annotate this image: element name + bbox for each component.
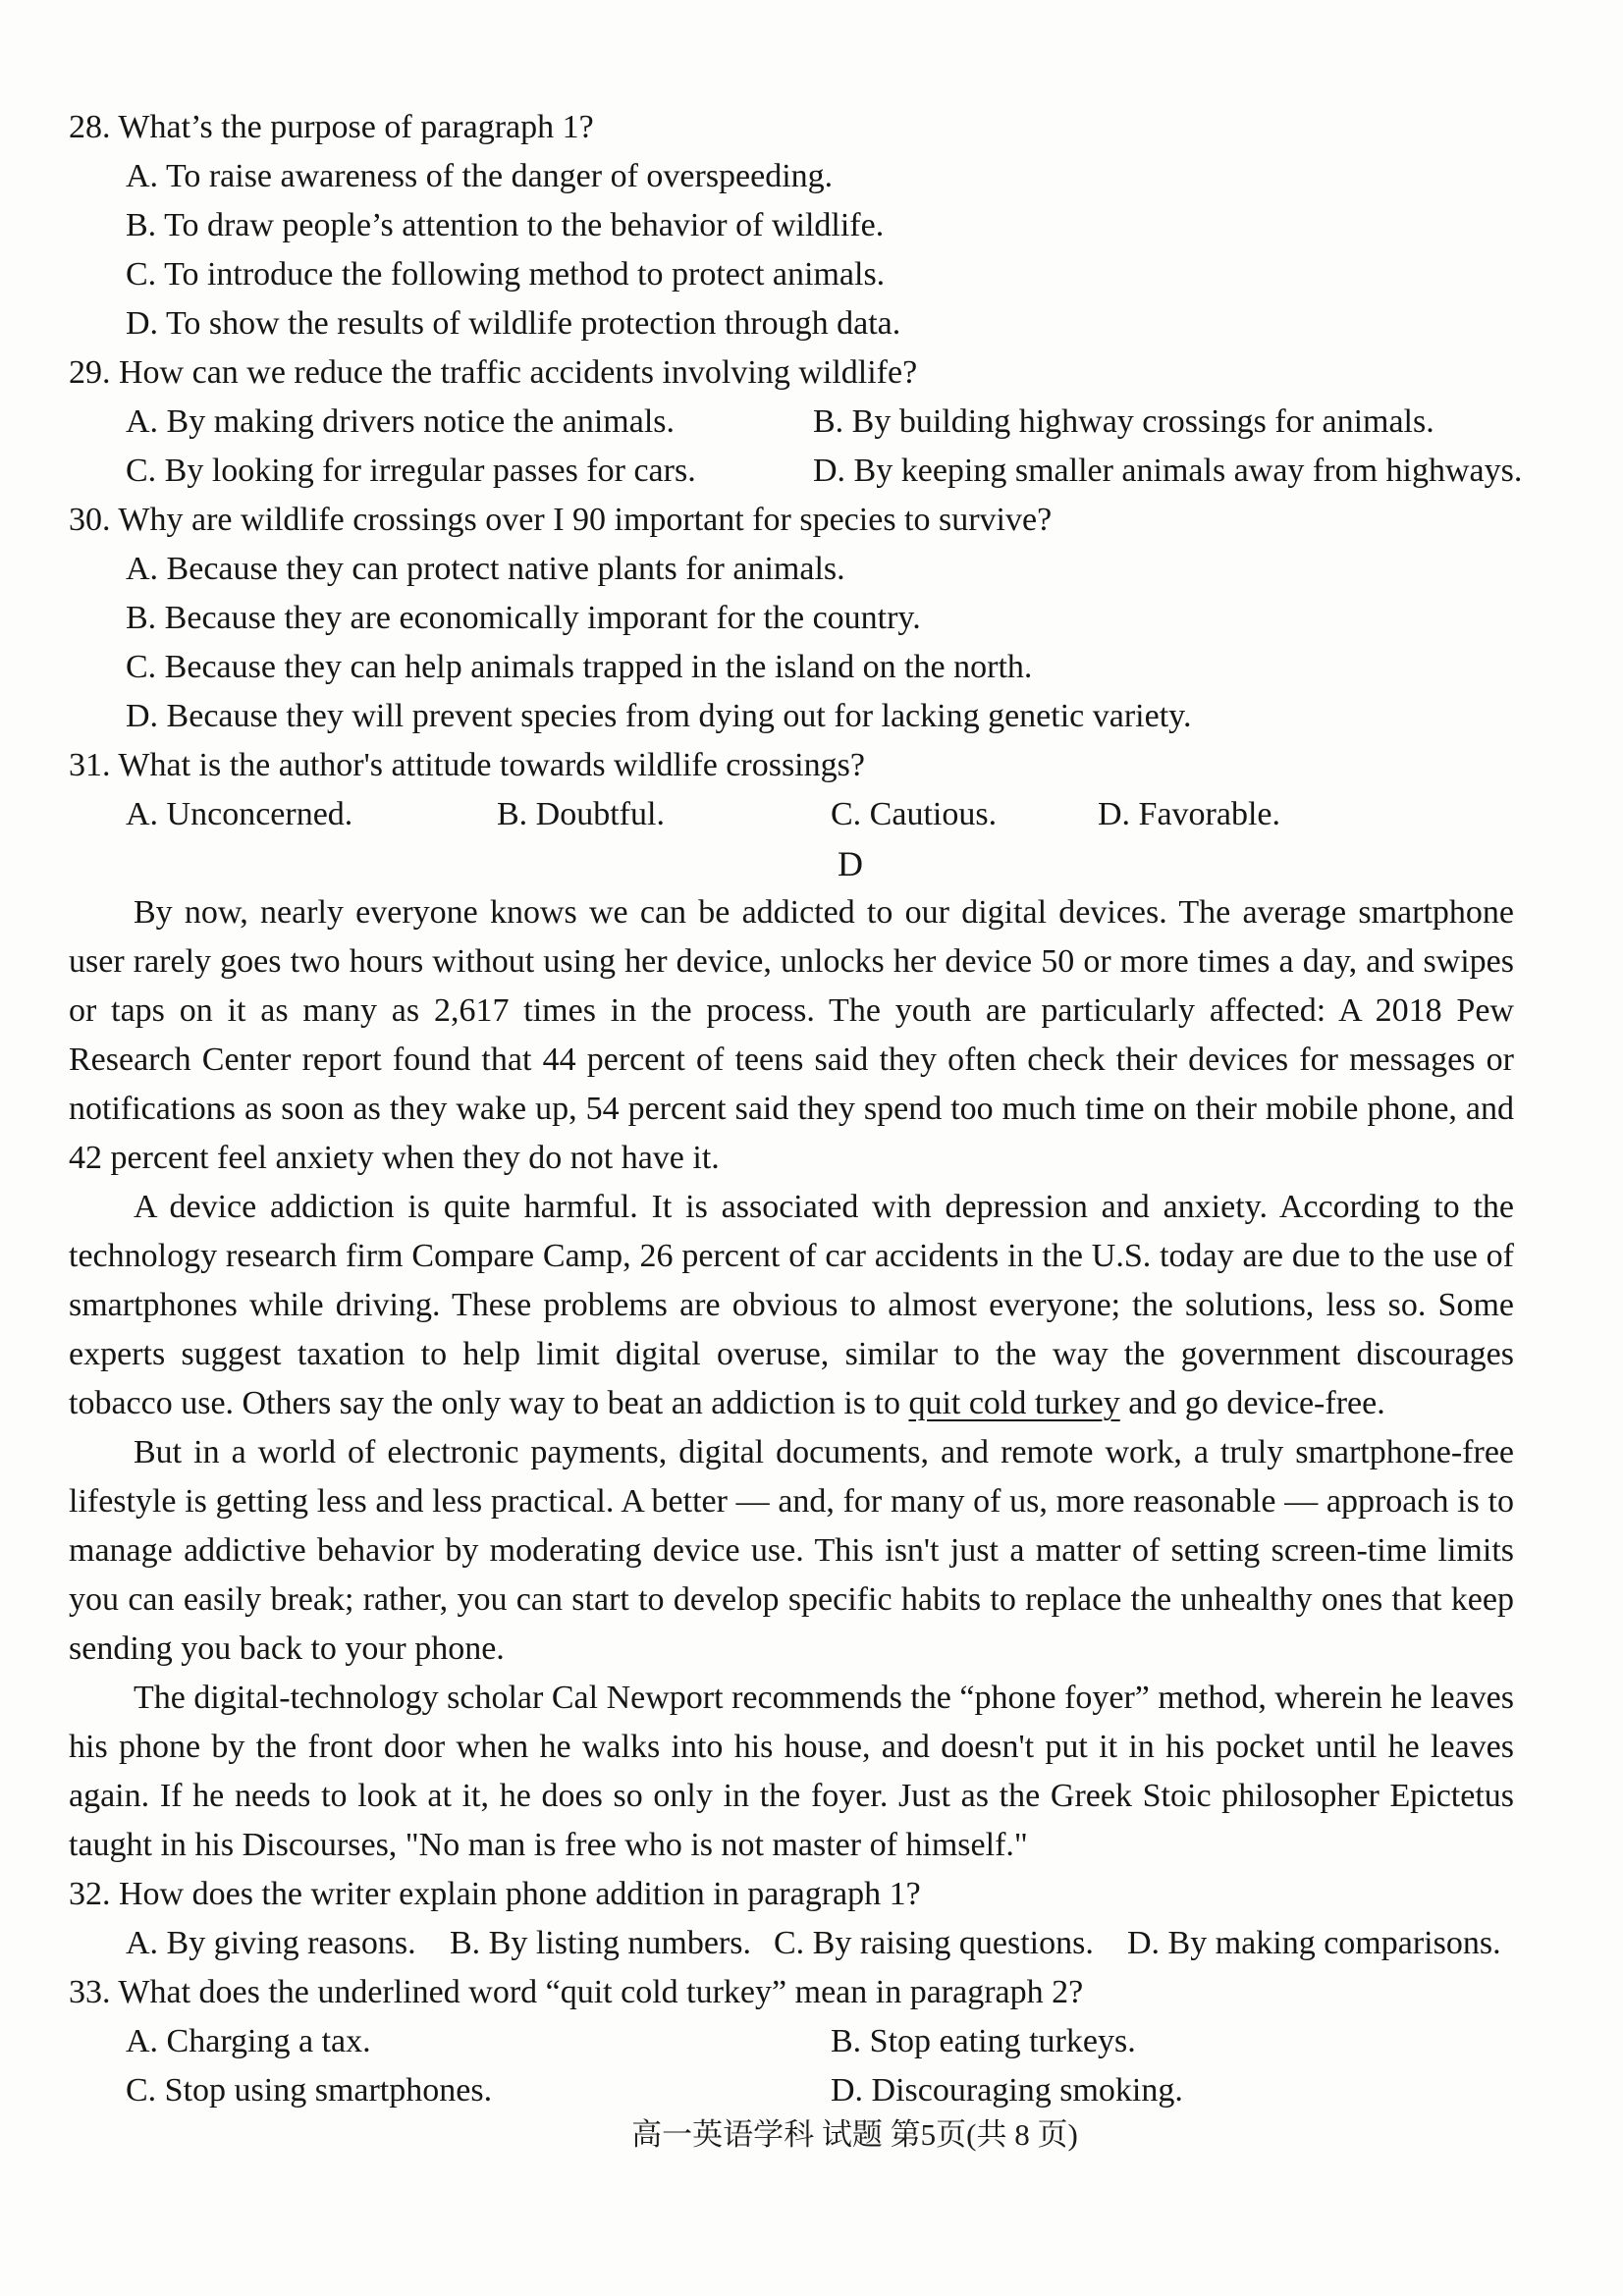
underlined-phrase: quit cold turkey [908,1385,1120,1421]
question-33 [69,1968,1514,2115]
question-28-option-a: A. To raise awareness of the danger of overspeeding. [126,158,834,194]
question-32-stem: 32. How does the writer explain phone addition in paragraph 1? [69,1876,921,1912]
passage-section-label: D [838,844,863,883]
question-32-option-c: C. By raising questions. [774,1925,1094,1961]
question-29-stem: 29. How can we reduce the traffic accidents involving wildlife? [69,354,918,391]
question-31-option-c: C. Cautious. [831,796,998,832]
passage-paragraph-3: But in a world of electronic payments, digital documents, and remote work, a truly smartphone-free lifestyle is getting less and less practical. A better — and, for many of us, more reasonable — approach is to manage addictive behavior by moderating device use. This isn't just a matter of setting screen-time limits you can easily break; rather, you can start to develop specific habits to replace the unhealthy ones that keep sending you back to your phone. [69,1434,1514,1667]
question-30-option-c: C. Because they can help animals trapped in the island on the north. [126,649,1033,685]
question-32-option-d: D. By making comparisons. [1127,1925,1501,1961]
question-31-option-b: B. Doubtful. [497,796,665,832]
question-31 [69,741,1514,839]
question-29 [69,348,1523,496]
question-33-option-c: C. Stop using smartphones. [126,2072,493,2109]
question-28-option-b: B. To draw people’s attention to the behavior of wildlife. [126,207,885,243]
question-29-option-b: B. By building highway crossings for animals. [813,403,1434,440]
question-29-option-d: D. By keeping smaller animals away from highways. [813,453,1523,489]
paragraph-2-text-before: A device addiction is quite harmful. It is associated with depression and anxiety. According to the technology research firm Compare Camp, 26 percent of car accidents in the U.S. today are due to the use of smartphones while driving. These problems are obvious to almost everyone; the solutions, less so. Some experts suggest taxation to help limit digital overuse, similar to the way the government discourages tobacco use. Others say the only way to beat an addiction is to [69,1189,1514,1421]
question-28-stem: 28. What’s the purpose of paragraph 1? [69,109,594,145]
passage-paragraph-4: The digital-technology scholar Cal Newport recommends the “phone foyer” method, wherein he leaves his phone by the front door when he walks into his house, and doesn't put it in his pocket until he leaves again. If he needs to look at it, he does so only in the foyer. Just as the Greek Stoic philosopher Epictetus taught in his Discourses, "No man is free who is not master of himself." [69,1680,1514,1863]
question-33-option-b: B. Stop eating turkeys. [831,2023,1136,2059]
question-31-option-a: A. Unconcerned. [126,796,353,832]
question-29-options-row-1 [69,398,1514,447]
question-31-option-d: D. Favorable. [1098,796,1281,832]
question-30-stem: 30. Why are wildlife crossings over I 90 important for species to survive? [69,502,1053,538]
question-33-options-row-1 [69,2017,1514,2066]
question-28 [69,103,1514,348]
question-33-option-a: A. Charging a tax. [126,2023,371,2059]
question-31-options-row [69,790,1514,839]
question-30-option-d: D. Because they will prevent species from dying out for lacking genetic variety. [126,698,1192,734]
question-30-option-a: A. Because they can protect native plants for animals. [126,551,845,587]
question-32-option-a: A. By giving reasons. [126,1925,416,1961]
question-33-option-d: D. Discouraging smoking. [831,2072,1183,2109]
question-31-stem: 31. What is the author's attitude towards wildlife crossings? [69,747,865,783]
question-32-options-row [69,1919,1514,1968]
question-30-option-b: B. Because they are economically imporant for the country. [126,600,921,636]
question-28-option-c: C. To introduce the following method to protect animals. [126,256,886,293]
question-33-stem: 33. What does the underlined word “quit cold turkey” mean in paragraph 2? [69,1974,1084,2010]
question-32 [69,1870,1514,1968]
exam-content [69,103,1523,2115]
page-footer [0,2110,1623,2160]
page-footer-text: 高一英语学科 试题 第5页(共 8 页) [631,2117,1078,2152]
question-30 [69,496,1514,741]
question-29-options-row-2 [69,447,1523,496]
question-33-options-row-2 [69,2066,1514,2115]
question-29-option-a: A. By making drivers notice the animals. [126,403,675,440]
question-28-option-d: D. To show the results of wildlife protection through data. [126,305,901,342]
paragraph-2-text-after: and go device-free. [1119,1385,1385,1421]
passage-paragraph-2 [69,1183,1514,1428]
question-29-option-c: C. By looking for irregular passes for cars. [126,453,696,489]
question-32-option-b: B. By listing numbers. [450,1925,751,1961]
passage-paragraph-1: By now, nearly everyone knows we can be addicted to our digital devices. The average smartphone user rarely goes two hours without using her device, unlocks her device 50 or more times a day, and swipes or taps on it as many as 2,617 times in the process. The youth are particularly affected: A 2018 Pew Research Center report found that 44 percent of teens said they often check their devices for messages or notifications as soon as they wake up, 54 percent said they spend too much time on their mobile phone, and 42 percent feel anxiety when they do not have it. [69,894,1514,1176]
